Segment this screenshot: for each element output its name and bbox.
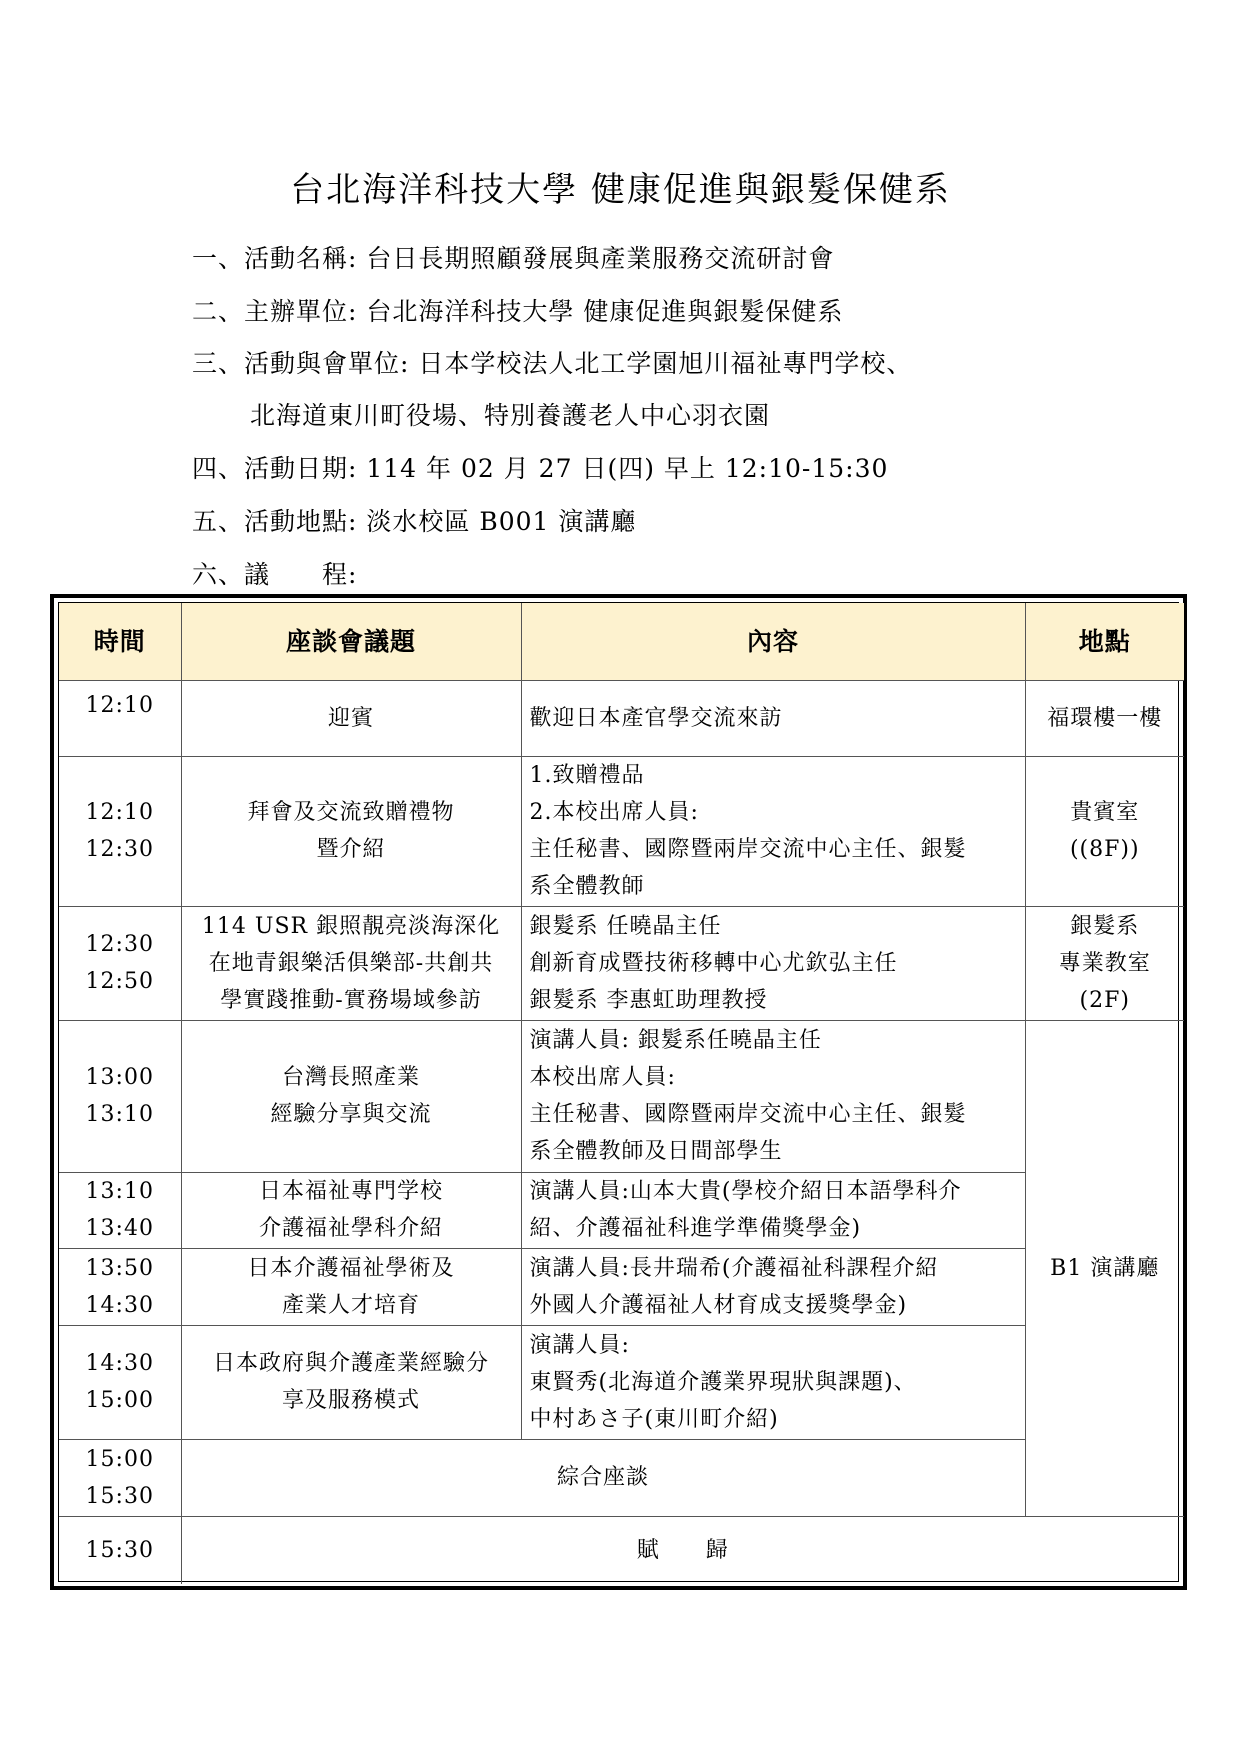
time-cell: 13:50 14:30 (59, 1248, 181, 1325)
table-header-row (59, 603, 1184, 680)
time-cell: 14:30 15:00 (59, 1325, 181, 1439)
header-time: 時間 (59, 603, 181, 680)
header-content: 內容 (521, 603, 1025, 680)
content-cell: 演講人員:山本大貴(學校介紹日本語學科介 紹、介護福祉科進学準備獎學金) (521, 1172, 1025, 1248)
topic-cell: 日本福祉專門学校 介護福祉學科介紹 (181, 1172, 521, 1248)
time-cell: 12:30 12:50 (59, 906, 181, 1020)
location-cell-merged: B1 演講廳 (1025, 1020, 1184, 1516)
topic-cell-merged: 賦 歸 (181, 1516, 1184, 1584)
table-row (59, 1325, 1184, 1439)
topic-cell-merged: 綜合座談 (181, 1439, 1025, 1516)
location-cell: 貴賓室 ((8F)) (1025, 756, 1184, 906)
info-date: 四、活動日期: 114 年 02 月 27 日(四) 早上 12:10-15:30 (192, 454, 889, 483)
table-row (59, 756, 1184, 906)
table-row (59, 1248, 1184, 1325)
table-row (59, 680, 1184, 756)
content-cell: 演講人員:長井瑞希(介護福祉科課程介紹 外國人介護福祉人材育成支援獎學金) (521, 1248, 1025, 1325)
header-topic: 座談會議題 (181, 603, 521, 680)
info-activity-name: 一、活動名稱: 台日長期照顧發展與產業服務交流研討會 (192, 244, 835, 273)
info-location: 五、活動地點: 淡水校區 B001 演講廳 (192, 507, 637, 536)
table-row (59, 906, 1184, 1020)
time-cell: 15:00 15:30 (59, 1439, 181, 1516)
time-cell: 15:30 (59, 1516, 181, 1584)
content-cell: 歡迎日本產官學交流來訪 (521, 680, 1025, 756)
location-cell: 福環樓一樓 (1025, 680, 1184, 756)
topic-cell: 台灣長照產業 經驗分享與交流 (181, 1020, 521, 1172)
info-participants: 三、活動與會單位: 日本学校法人北工学園旭川福祉專門学校、 (192, 349, 913, 378)
topic-cell: 114 USR 銀照靚亮淡海深化 在地青銀樂活俱樂部-共創共 學實踐推動-實務場域參訪 (181, 906, 521, 1020)
topic-cell: 日本介護福祉學術及 產業人才培育 (181, 1248, 521, 1325)
table-row (59, 1439, 1184, 1516)
topic-cell: 拜會及交流致贈禮物 暨介紹 (181, 756, 521, 906)
info-organizer: 二、主辦單位: 台北海洋科技大學 健康促進與銀髮保健系 (192, 297, 844, 326)
content-cell: 銀髮系 任曉晶主任 創新育成暨技術移轉中心尤欽弘主任 銀髮系 李惠虹助理教授 (521, 906, 1025, 1020)
info-participants-cont: 北海道東川町役場、特別養護老人中心羽衣園 (250, 401, 771, 430)
table-row (59, 1516, 1184, 1584)
time-cell: 13:00 13:10 (59, 1020, 181, 1172)
topic-cell: 日本政府與介護產業經驗分 享及服務模式 (181, 1325, 521, 1439)
header-location: 地點 (1025, 603, 1184, 680)
time-cell: 12:10 (59, 680, 181, 756)
topic-cell: 迎賓 (181, 680, 521, 756)
content-cell: 演講人員: 東賢秀(北海道介護業界現狀與課題)、 中村あさ子(東川町介紹) (521, 1325, 1025, 1439)
content-cell: 1.致贈禮品 2.本校出席人員: 主任秘書、國際暨兩岸交流中心主任、銀髮 系全體教師 (521, 756, 1025, 906)
agenda-table-frame (50, 594, 1187, 1590)
content-cell: 演講人員: 銀髮系任曉晶主任 本校出席人員: 主任秘書、國際暨兩岸交流中心主任、銀髮 系全體教師及日間部學生 (521, 1020, 1025, 1172)
time-cell: 13:10 13:40 (59, 1172, 181, 1248)
page-title: 台北海洋科技大學 健康促進與銀髮保健系 (290, 170, 951, 210)
table-row (59, 1020, 1184, 1172)
time-cell: 12:10 12:30 (59, 756, 181, 906)
info-agenda-label: 六、議 程: (192, 560, 358, 589)
location-cell: 銀髮系 專業教室 (2F) (1025, 906, 1184, 1020)
agenda-table (59, 603, 1184, 1584)
table-row (59, 1172, 1184, 1248)
